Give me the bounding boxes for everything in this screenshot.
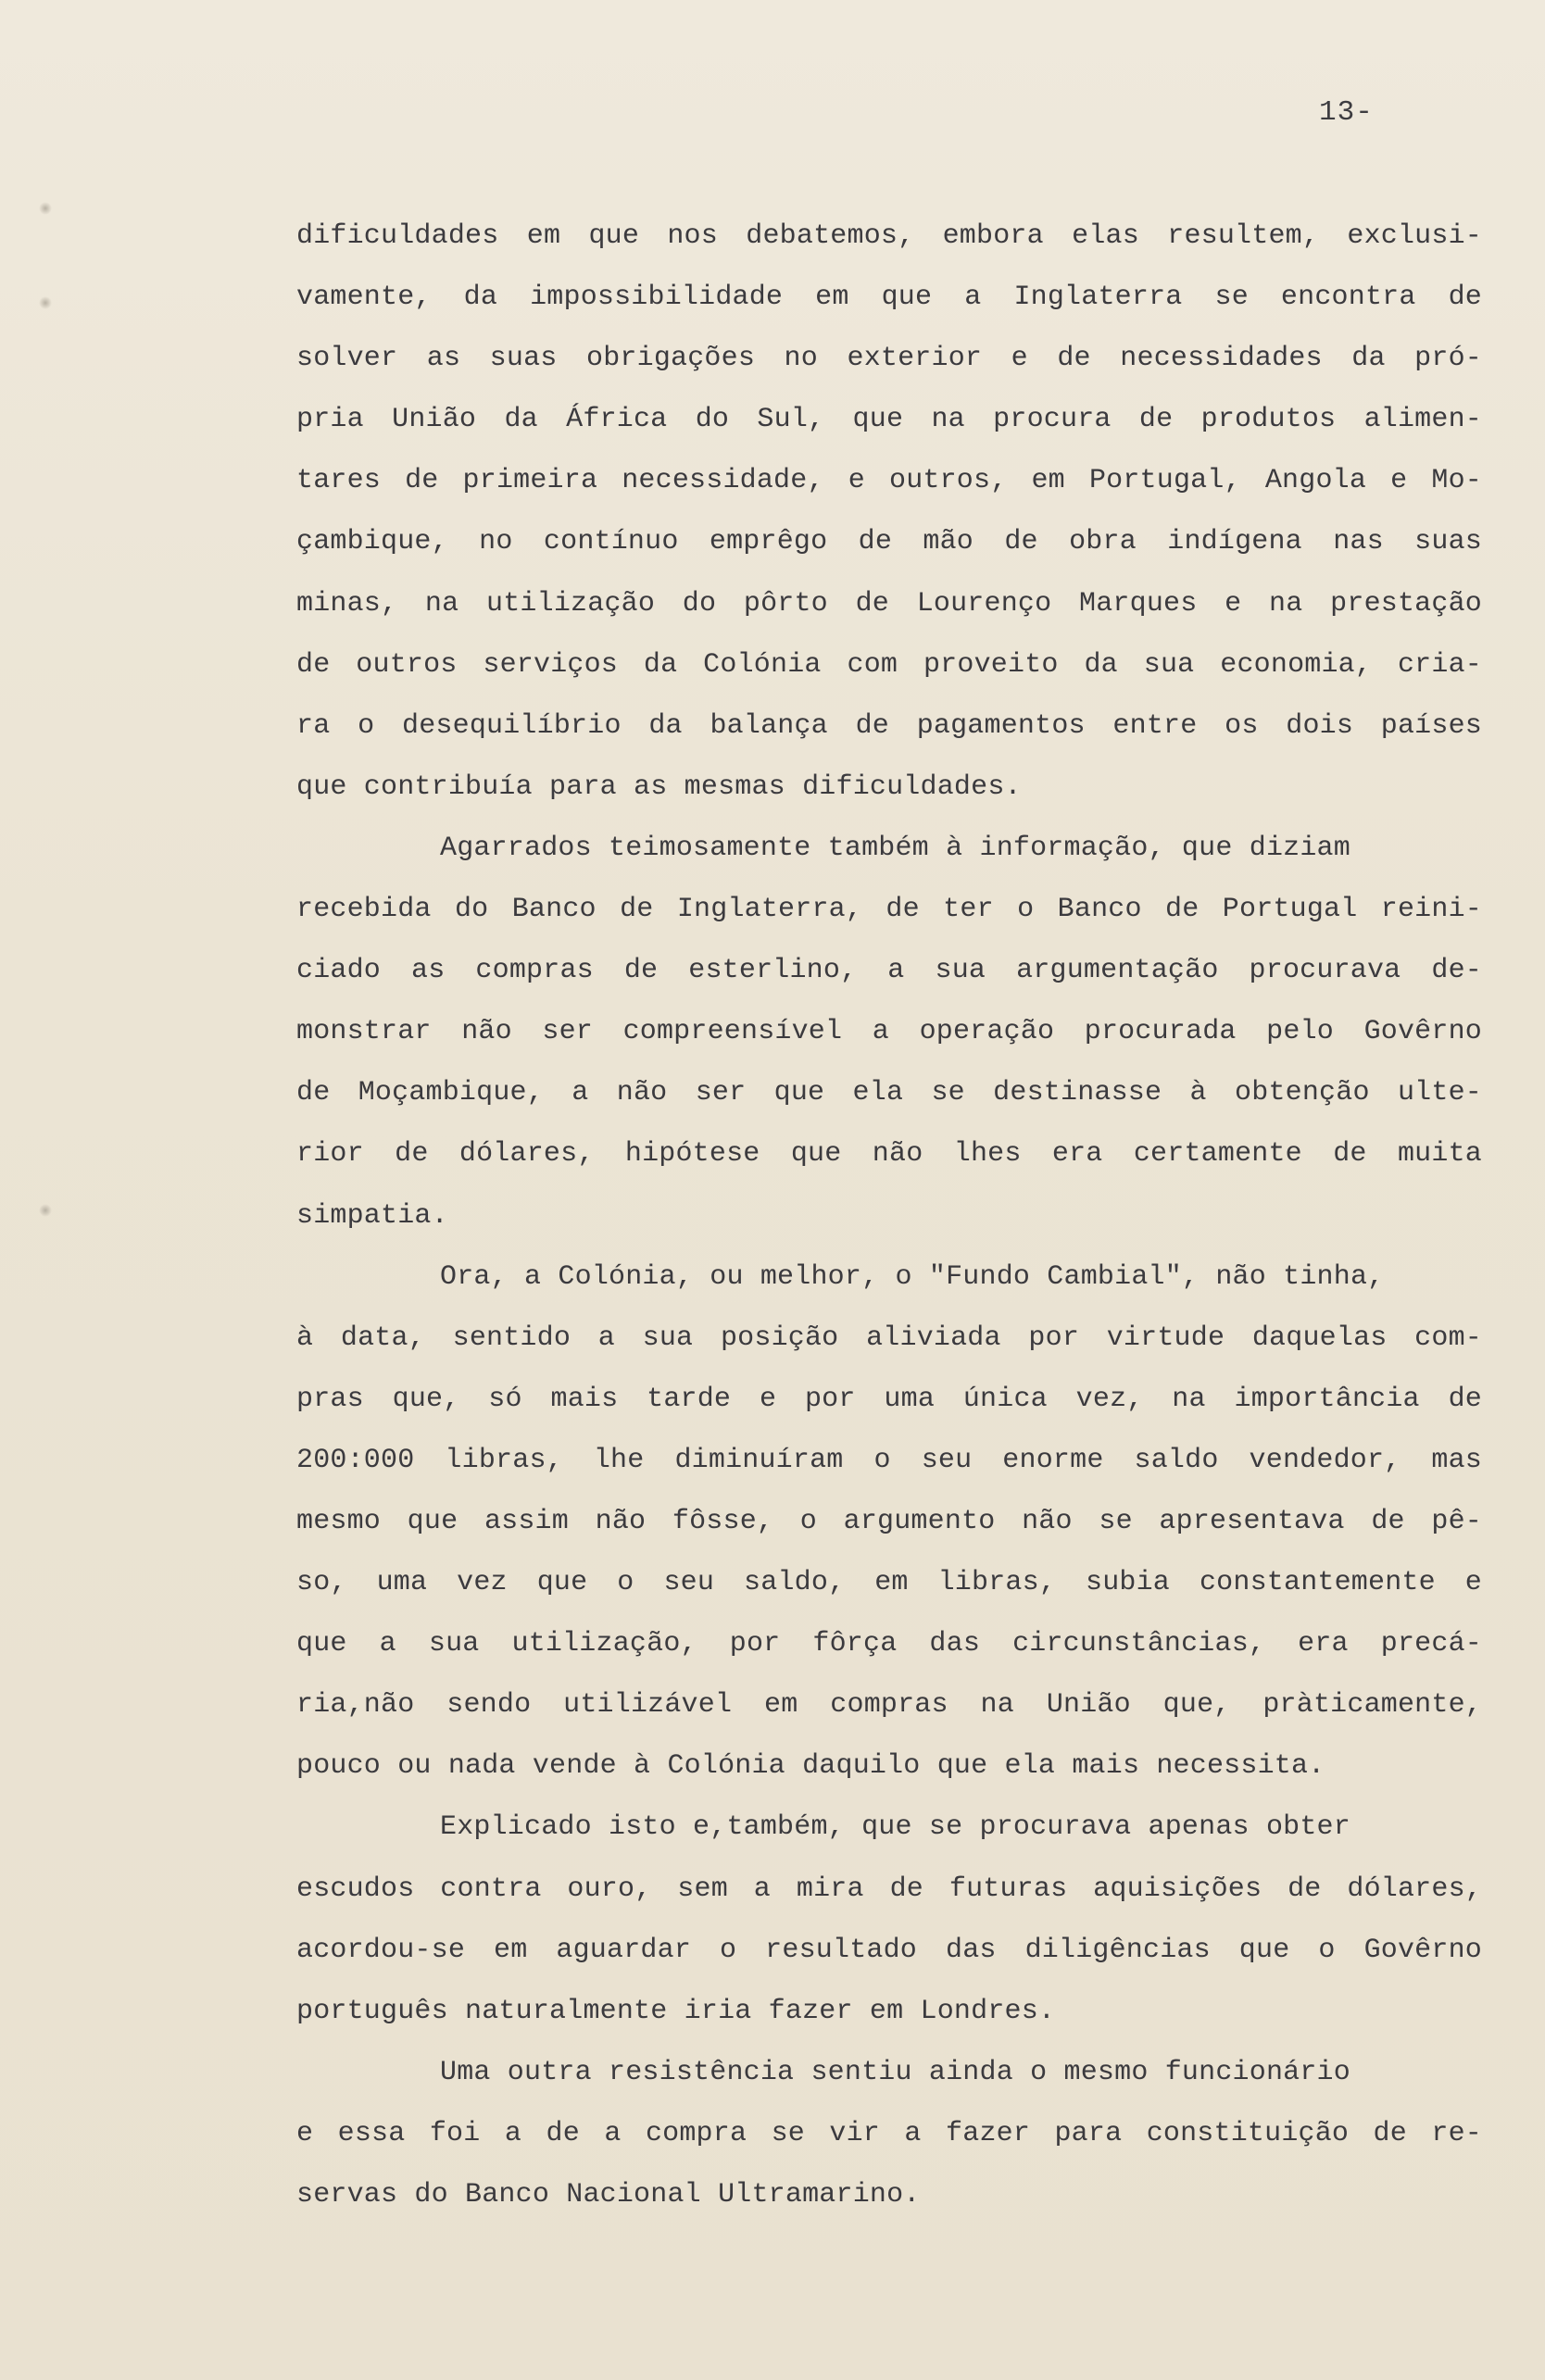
text-line: de Moçambique, a não ser que ela se destinasse à obtenção ulte- (296, 1077, 1482, 1109)
text-line: rior de dólares, hipótese que não lhes era certamente de muita (296, 1138, 1482, 1171)
text-line: de outros serviços da Colónia com proveito da sua economia, cria- (296, 648, 1482, 681)
text-line: servas do Banco Nacional Ultramarino. (296, 2179, 921, 2211)
text-line: mesmo que assim não fôsse, o argumento não se apresentava de pê- (296, 1505, 1482, 1537)
text-line: ciado as compras de esterlino, a sua argumentação procurava de- (296, 955, 1482, 987)
body-text (296, 206, 1491, 2225)
text-line: acordou-se em aguardar o resultado das diligências que o Govêrno (296, 1934, 1482, 1966)
text-line: monstrar não ser compreensível a operação procurada pelo Govêrno (296, 1016, 1482, 1048)
binder-hole-mark (39, 202, 52, 215)
text-line: 200:000 libras, lhe diminuíram o seu enorme saldo vendedor, mas (296, 1444, 1482, 1476)
text-line: pouco ou nada vende à Colónia daquilo que ela mais necessita. (296, 1750, 1325, 1783)
text-line: ra o desequilíbrio da balança de pagamentos entre os dois países (296, 709, 1482, 742)
text-line: e essa foi a de a compra se vir a fazer para constituição de re- (296, 2117, 1482, 2149)
text-line: pria União da África do Sul, que na procura de produtos alimen- (296, 404, 1482, 436)
text-line: çambique, no contínuo emprêgo de mão de obra indígena nas suas (296, 526, 1482, 558)
binder-hole-mark (39, 296, 52, 309)
text-line: que contribuía para as mesmas dificuldades. (296, 770, 1022, 803)
text-line: à data, sentido a sua posição aliviada por virtude daquelas com- (296, 1322, 1482, 1354)
page-number: 13- (1319, 96, 1374, 129)
paragraph-first-line: Agarrados teimosamente também à informação, que diziam (440, 832, 1350, 864)
paragraph-first-line: Uma outra resistência sentiu ainda o mesmo funcionário (440, 2056, 1350, 2088)
text-line: tares de primeira necessidade, e outros, em Portugal, Angola e Mo- (296, 465, 1482, 497)
text-line: ria,não sendo utilizável em compras na União que, pràticamente, (296, 1689, 1482, 1722)
text-line: so, uma vez que o seu saldo, em libras, subia constantemente e (296, 1567, 1482, 1599)
text-line: escudos contra ouro, sem a mira de futuras aquisições de dólares, (296, 1873, 1482, 1905)
text-line: simpatia. (296, 1199, 448, 1232)
paragraph-first-line: Ora, a Colónia, ou melhor, o "Fundo Cambial", não tinha, (440, 1260, 1385, 1293)
text-line: português naturalmente iria fazer em Londres. (296, 1995, 1056, 2027)
text-line: recebida do Banco de Inglaterra, de ter o Banco de Portugal reini- (296, 894, 1482, 926)
text-line: que a sua utilização, por fôrça das circunstâncias, era precá- (296, 1628, 1482, 1660)
text-line: solver as suas obrigações no exterior e de necessidades da pró- (296, 343, 1482, 375)
text-line: minas, na utilização do pôrto de Lourenço Marques e na prestação (296, 587, 1482, 620)
text-line: vamente, da impossibilidade em que a Inglaterra se encontra de (296, 282, 1482, 314)
paragraph-first-line: Explicado isto e,também, que se procurava apenas obter (440, 1811, 1350, 1844)
binder-hole-mark (39, 1204, 52, 1217)
text-line: pras que, só mais tarde e por uma única vez, na importância de (296, 1383, 1482, 1415)
text-line: dificuldades em que nos debatemos, embora elas resultem, exclusi- (296, 220, 1482, 252)
